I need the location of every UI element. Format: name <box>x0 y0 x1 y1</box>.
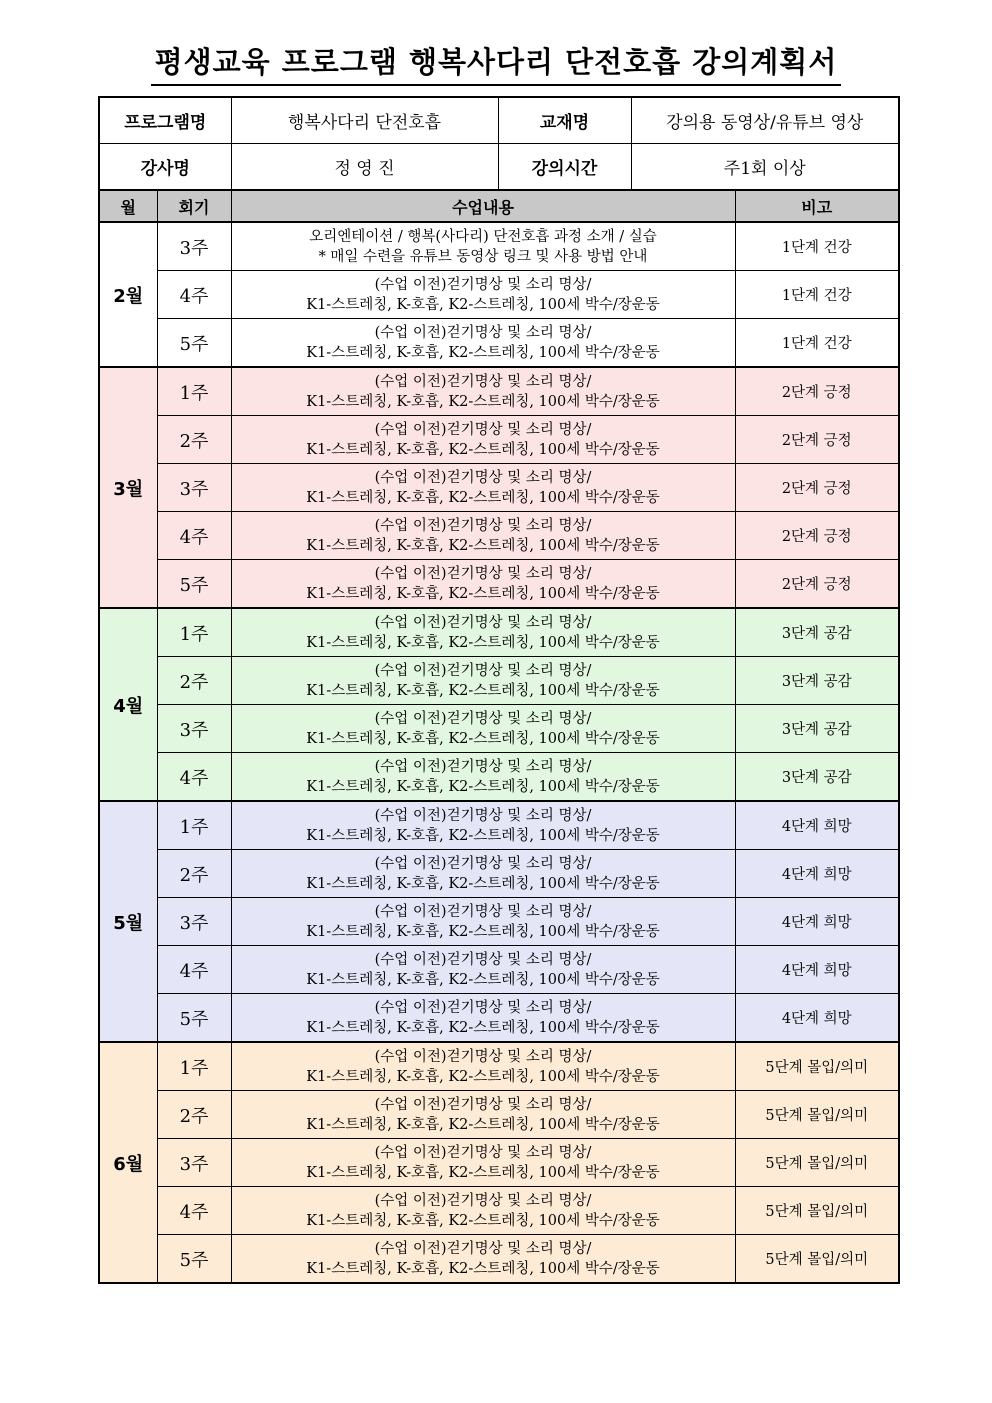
month-cell: 6월 <box>99 1042 157 1283</box>
note-cell: 4단계 희망 <box>735 946 899 994</box>
session-cell: 1주 <box>157 367 231 416</box>
header-note: 비고 <box>735 190 899 222</box>
header-month: 월 <box>99 190 157 222</box>
content-line-2: K1-스트레칭, K-호흡, K2-스트레칭, 100세 박수/장운동 <box>306 1260 660 1277</box>
session-cell: 1주 <box>157 801 231 850</box>
content-line-1: (수업 이전)걷기명상 및 소리 명상/ <box>374 1096 592 1113</box>
content-line-2: K1-스트레칭, K-호흡, K2-스트레칭, 100세 박수/장운동 <box>306 827 660 844</box>
content-line-1: (수업 이전)걷기명상 및 소리 명상/ <box>374 421 592 438</box>
program-name-value: 행복사다리 단전호흡 <box>231 97 498 144</box>
session-cell: 4주 <box>157 946 231 994</box>
note-cell: 2단계 긍정 <box>735 367 899 416</box>
content-cell <box>231 222 735 271</box>
content-line-1: (수업 이전)걷기명상 및 소리 명상/ <box>374 903 592 920</box>
schedule-row <box>99 705 899 753</box>
content-line-2: K1-스트레칭, K-호흡, K2-스트레칭, 100세 박수/장운동 <box>306 1116 660 1133</box>
schedule-row <box>99 222 899 271</box>
note-cell: 3단계 공감 <box>735 705 899 753</box>
content-line-1: (수업 이전)걷기명상 및 소리 명상/ <box>374 276 592 293</box>
instructor-label: 강사명 <box>99 144 231 191</box>
content-line-2: K1-스트레칭, K-호흡, K2-스트레칭, 100세 박수/장운동 <box>306 1164 660 1181</box>
content-line-2: K1-스트레칭, K-호흡, K2-스트레칭, 100세 박수/장운동 <box>306 393 660 410</box>
instructor-value: 정 영 진 <box>231 144 498 191</box>
note-cell: 3단계 공감 <box>735 657 899 705</box>
content-cell <box>231 512 735 560</box>
content-line-1: (수업 이전)걷기명상 및 소리 명상/ <box>374 855 592 872</box>
schedule-row <box>99 319 899 368</box>
note-cell: 5단계 몰입/의미 <box>735 1042 899 1091</box>
session-cell: 4주 <box>157 512 231 560</box>
schedule-row <box>99 271 899 319</box>
table-body <box>99 97 899 1283</box>
note-cell: 5단계 몰입/의미 <box>735 1187 899 1235</box>
content-line-1: (수업 이전)걷기명상 및 소리 명상/ <box>374 758 592 775</box>
content-line-2: K1-스트레칭, K-호흡, K2-스트레칭, 100세 박수/장운동 <box>306 1212 660 1229</box>
schedule-row <box>99 608 899 657</box>
content-cell <box>231 1139 735 1187</box>
schedule-row <box>99 1091 899 1139</box>
content-cell <box>231 1042 735 1091</box>
content-line-1: (수업 이전)걷기명상 및 소리 명상/ <box>374 373 592 390</box>
content-line-1: (수업 이전)걷기명상 및 소리 명상/ <box>374 1240 592 1257</box>
content-line-1: (수업 이전)걷기명상 및 소리 명상/ <box>374 469 592 486</box>
note-cell: 4단계 희망 <box>735 994 899 1043</box>
schedule-row <box>99 512 899 560</box>
session-cell: 4주 <box>157 1187 231 1235</box>
content-cell <box>231 560 735 609</box>
schedule-row <box>99 416 899 464</box>
schedule-row <box>99 946 899 994</box>
schedule-row <box>99 801 899 850</box>
header-session: 회기 <box>157 190 231 222</box>
note-cell: 5단계 몰입/의미 <box>735 1235 899 1284</box>
content-line-2: K1-스트레칭, K-호흡, K2-스트레칭, 100세 박수/장운동 <box>306 296 660 313</box>
document-title-container <box>0 40 992 86</box>
session-cell: 2주 <box>157 1091 231 1139</box>
session-cell: 1주 <box>157 608 231 657</box>
info-row-program <box>99 97 899 144</box>
content-line-2: K1-스트레칭, K-호흡, K2-스트레칭, 100세 박수/장운동 <box>306 971 660 988</box>
content-cell <box>231 1091 735 1139</box>
note-cell: 5단계 몰입/의미 <box>735 1139 899 1187</box>
session-cell: 5주 <box>157 319 231 368</box>
schedule-row <box>99 850 899 898</box>
content-line-1: (수업 이전)걷기명상 및 소리 명상/ <box>374 1192 592 1209</box>
content-cell <box>231 1187 735 1235</box>
content-line-2: K1-스트레칭, K-호흡, K2-스트레칭, 100세 박수/장운동 <box>306 344 660 361</box>
content-cell <box>231 319 735 368</box>
session-cell: 4주 <box>157 753 231 802</box>
note-cell: 2단계 긍정 <box>735 464 899 512</box>
content-line-2: K1-스트레칭, K-호흡, K2-스트레칭, 100세 박수/장운동 <box>306 682 660 699</box>
month-cell: 3월 <box>99 367 157 608</box>
schedule-row <box>99 560 899 609</box>
content-line-1: (수업 이전)걷기명상 및 소리 명상/ <box>374 999 592 1016</box>
note-cell: 1단계 건강 <box>735 319 899 368</box>
header-content: 수업내용 <box>231 190 735 222</box>
session-cell: 3주 <box>157 1139 231 1187</box>
content-cell <box>231 753 735 802</box>
schedule-row <box>99 994 899 1043</box>
content-line-1: (수업 이전)걷기명상 및 소리 명상/ <box>374 662 592 679</box>
session-cell: 3주 <box>157 222 231 271</box>
content-cell <box>231 898 735 946</box>
content-cell <box>231 464 735 512</box>
content-line-1: (수업 이전)걷기명상 및 소리 명상/ <box>374 614 592 631</box>
session-cell: 3주 <box>157 705 231 753</box>
content-line-2: K1-스트레칭, K-호흡, K2-스트레칭, 100세 박수/장운동 <box>306 537 660 554</box>
lecture-time-value: 주1회 이상 <box>631 144 899 191</box>
content-line-2: K1-스트레칭, K-호흡, K2-스트레칭, 100세 박수/장운동 <box>306 585 660 602</box>
session-cell: 5주 <box>157 560 231 609</box>
content-line-1: (수업 이전)걷기명상 및 소리 명상/ <box>374 951 592 968</box>
session-cell: 5주 <box>157 994 231 1043</box>
textbook-label: 교재명 <box>498 97 631 144</box>
schedule-row <box>99 898 899 946</box>
content-cell <box>231 657 735 705</box>
session-cell: 2주 <box>157 657 231 705</box>
document-title: 평생교육 프로그램 행복사다리 단전호흡 강의계획서 <box>151 40 842 86</box>
content-line-1: (수업 이전)걷기명상 및 소리 명상/ <box>374 324 592 341</box>
content-cell <box>231 1235 735 1284</box>
content-line-2: K1-스트레칭, K-호흡, K2-스트레칭, 100세 박수/장운동 <box>306 1068 660 1085</box>
content-cell <box>231 416 735 464</box>
content-line-2: K1-스트레칭, K-호흡, K2-스트레칭, 100세 박수/장운동 <box>306 730 660 747</box>
lecture-plan-table <box>98 96 900 1284</box>
schedule-row <box>99 657 899 705</box>
content-line-2: K1-스트레칭, K-호흡, K2-스트레칭, 100세 박수/장운동 <box>306 634 660 651</box>
note-cell: 3단계 공감 <box>735 753 899 802</box>
note-cell: 2단계 긍정 <box>735 416 899 464</box>
content-line-1: (수업 이전)걷기명상 및 소리 명상/ <box>374 710 592 727</box>
content-line-2: * 매일 수련을 유튜브 동영상 링크 및 사용 방법 안내 <box>318 248 648 265</box>
content-cell <box>231 705 735 753</box>
schedule-row <box>99 464 899 512</box>
content-cell <box>231 994 735 1043</box>
session-cell: 3주 <box>157 464 231 512</box>
month-cell: 2월 <box>99 222 157 367</box>
content-line-1: (수업 이전)걷기명상 및 소리 명상/ <box>374 1144 592 1161</box>
schedule-row <box>99 753 899 802</box>
session-cell: 1주 <box>157 1042 231 1091</box>
note-cell: 4단계 희망 <box>735 898 899 946</box>
month-cell: 4월 <box>99 608 157 801</box>
content-cell <box>231 608 735 657</box>
content-line-1: 오리엔테이션 / 행복(사다리) 단전호흡 과정 소개 / 실습 <box>309 228 657 245</box>
month-cell: 5월 <box>99 801 157 1042</box>
content-line-2: K1-스트레칭, K-호흡, K2-스트레칭, 100세 박수/장운동 <box>306 1019 660 1036</box>
schedule-row <box>99 1187 899 1235</box>
content-cell <box>231 946 735 994</box>
schedule-row <box>99 367 899 416</box>
textbook-value: 강의용 동영상/유튜브 영상 <box>631 97 899 144</box>
program-name-label: 프로그램명 <box>99 97 231 144</box>
content-line-2: K1-스트레칭, K-호흡, K2-스트레칭, 100세 박수/장운동 <box>306 923 660 940</box>
session-cell: 4주 <box>157 271 231 319</box>
content-cell <box>231 850 735 898</box>
table-header-row <box>99 190 899 222</box>
note-cell: 3단계 공감 <box>735 608 899 657</box>
session-cell: 2주 <box>157 850 231 898</box>
info-row-instructor <box>99 144 899 191</box>
note-cell: 1단계 건강 <box>735 271 899 319</box>
schedule-row <box>99 1042 899 1091</box>
session-cell: 5주 <box>157 1235 231 1284</box>
schedule-row <box>99 1235 899 1284</box>
content-cell <box>231 271 735 319</box>
content-cell <box>231 367 735 416</box>
content-line-1: (수업 이전)걷기명상 및 소리 명상/ <box>374 517 592 534</box>
content-line-2: K1-스트레칭, K-호흡, K2-스트레칭, 100세 박수/장운동 <box>306 778 660 795</box>
note-cell: 1단계 건강 <box>735 222 899 271</box>
lecture-time-label: 강의시간 <box>498 144 631 191</box>
content-line-2: K1-스트레칭, K-호흡, K2-스트레칭, 100세 박수/장운동 <box>306 489 660 506</box>
content-line-1: (수업 이전)걷기명상 및 소리 명상/ <box>374 807 592 824</box>
note-cell: 2단계 긍정 <box>735 560 899 609</box>
content-line-1: (수업 이전)걷기명상 및 소리 명상/ <box>374 1048 592 1065</box>
session-cell: 3주 <box>157 898 231 946</box>
note-cell: 4단계 희망 <box>735 801 899 850</box>
schedule-row <box>99 1139 899 1187</box>
content-cell <box>231 801 735 850</box>
content-line-1: (수업 이전)걷기명상 및 소리 명상/ <box>374 565 592 582</box>
note-cell: 4단계 희망 <box>735 850 899 898</box>
note-cell: 5단계 몰입/의미 <box>735 1091 899 1139</box>
session-cell: 2주 <box>157 416 231 464</box>
content-line-2: K1-스트레칭, K-호흡, K2-스트레칭, 100세 박수/장운동 <box>306 875 660 892</box>
note-cell: 2단계 긍정 <box>735 512 899 560</box>
content-line-2: K1-스트레칭, K-호흡, K2-스트레칭, 100세 박수/장운동 <box>306 441 660 458</box>
